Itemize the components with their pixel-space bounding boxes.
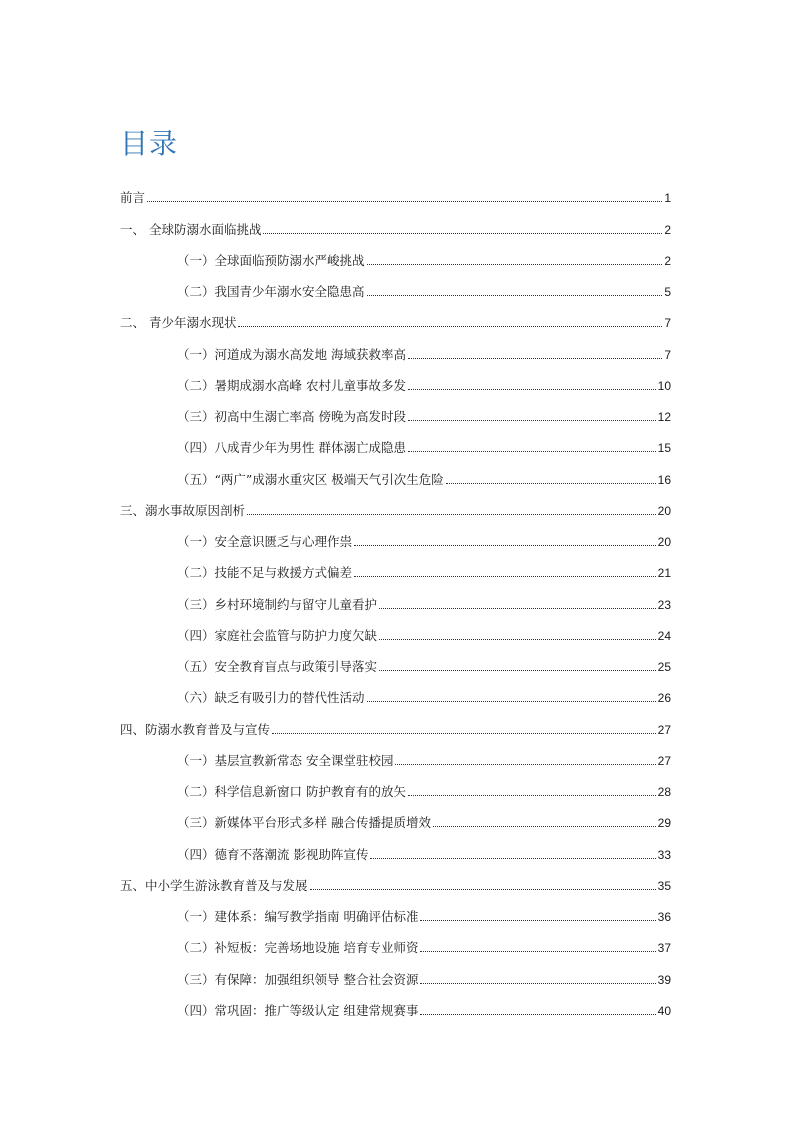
toc-entry[interactable] (120, 519, 671, 550)
toc-page-number: 35 (657, 878, 671, 893)
toc-entry-label: （五）安全教育盲点与政策引导落实 (177, 659, 378, 674)
toc-entry[interactable] (120, 894, 671, 925)
toc-page-number: 40 (657, 1003, 671, 1018)
toc-leader (247, 514, 656, 515)
toc-leader (433, 826, 656, 827)
toc-leader (379, 670, 656, 671)
toc-entry-label: （二）补短板：完善场地设施 培育专业师资 (177, 940, 419, 956)
toc-entry-label: （四）家庭社会监管与防护力度欠缺 (177, 627, 378, 643)
toc-entry[interactable] (120, 488, 671, 519)
toc-leader (420, 951, 655, 952)
toc-page-number: 7 (664, 316, 671, 331)
toc-page-number: 27 (657, 722, 671, 737)
toc-leader (420, 1014, 655, 1015)
toc-entry[interactable] (120, 206, 671, 237)
toc-entry[interactable] (120, 456, 671, 487)
toc-leader (408, 420, 656, 421)
toc-entry[interactable] (120, 956, 671, 987)
toc-entry-label: （六）缺乏有吸引力的替代性活动 (177, 690, 365, 706)
toc-page-number: 16 (657, 472, 671, 487)
toc-page-number: 1 (664, 191, 671, 206)
toc-page-number: 7 (664, 347, 671, 362)
toc-leader (263, 233, 662, 234)
toc-entry[interactable] (120, 613, 671, 644)
toc-page-number: 2 (664, 253, 671, 268)
toc-entry[interactable] (120, 550, 671, 581)
toc-page-number: 12 (657, 410, 671, 424)
toc-entry[interactable] (120, 394, 671, 425)
toc-page-number: 29 (657, 816, 671, 831)
toc-page-number: 5 (664, 285, 671, 299)
toc-entry-label: （三）乡村环境制约与留守儿童看护 (177, 596, 378, 612)
toc-entry[interactable] (120, 238, 671, 269)
toc-page-number: 28 (657, 785, 671, 799)
toc-entry-label: （四）德育不落潮流 影视助阵宣传 (177, 846, 369, 862)
toc-entry[interactable] (120, 581, 671, 612)
toc-leader (395, 764, 655, 765)
toc-page-number: 20 (657, 503, 671, 518)
toc-leader (379, 639, 656, 640)
toc-entry[interactable] (120, 831, 671, 862)
toc-entry[interactable] (120, 738, 671, 769)
toc-leader (379, 608, 656, 609)
toc-entry[interactable] (120, 175, 671, 206)
toc-leader (408, 451, 656, 452)
toc-entry-label: （五）“两广”成溺水重灾区 极端天气引次生危险 (177, 471, 444, 487)
toc-entry[interactable] (120, 331, 671, 362)
toc-page-number: 36 (657, 910, 671, 924)
toc-entry-label: （四）八成青少年为男性 群体溺亡成隐患 (177, 440, 406, 456)
toc-entry-label: （三）初高中生溺亡率高 傍晚为高发时段 (177, 409, 406, 424)
toc-page-number: 24 (657, 628, 671, 643)
toc-page-number: 21 (657, 566, 671, 581)
toc-entry[interactable] (120, 300, 671, 331)
toc-entry[interactable] (120, 675, 671, 706)
toc-leader (408, 389, 656, 390)
toc-entry[interactable] (120, 363, 671, 394)
toc-entry-label: 前言 (120, 190, 146, 206)
toc-page-number: 25 (657, 660, 671, 674)
toc-entry-label: （二）暑期成溺水高峰 农村儿童事故多发 (177, 377, 406, 393)
toc-page-number: 15 (657, 441, 671, 456)
toc-entry[interactable] (120, 863, 671, 894)
toc-leader (367, 701, 656, 702)
toc-page-number: 26 (657, 691, 671, 706)
toc-leader (446, 483, 656, 484)
toc-entry-label: （二）我国青少年溺水安全隐患高 (177, 284, 365, 299)
toc-leader (408, 358, 662, 359)
toc-entry-label: （二）科学信息新窗口 防护教育有的放矢 (177, 784, 406, 799)
toc-page-number: 33 (657, 847, 671, 862)
toc-entry[interactable] (120, 925, 671, 956)
toc-leader (310, 889, 656, 890)
toc-entry[interactable] (120, 269, 671, 300)
toc-entry-label: （三）有保障：加强组织领导 整合社会资源 (177, 971, 419, 987)
toc-leader (147, 201, 662, 202)
toc-entry-label: 三、溺水事故原因剖析 (120, 502, 246, 518)
toc-leader (367, 264, 663, 265)
toc-entry-label: 五、中小学生游泳教育普及与发展 (120, 877, 308, 893)
toc-entry[interactable] (120, 769, 671, 800)
toc-entry[interactable] (120, 706, 671, 737)
toc-entry-label: （三）新媒体平台形式多样 融合传播提质增效 (177, 815, 431, 831)
toc-entry-label: （一）安全意识匮乏与心理作祟 (177, 534, 353, 549)
toc-leader (272, 733, 656, 734)
toc-leader (354, 545, 656, 546)
toc-entry-label: （一）基层宣教新常态 安全课堂驻校园 (177, 752, 394, 768)
toc-entry-label: （二）技能不足与救援方式偏差 (177, 565, 353, 581)
toc-leader (238, 326, 662, 327)
toc-entry[interactable] (120, 644, 671, 675)
toc-entry[interactable] (120, 425, 671, 456)
page-title: 目录 (120, 127, 179, 160)
toc-page-number: 23 (657, 597, 671, 612)
toc-entry-label: （一）全球面临预防溺水严峻挑战 (177, 252, 365, 268)
toc-leader (370, 858, 655, 859)
toc-entry-label: 一、 全球防溺水面临挑战 (120, 221, 262, 237)
toc-page-number: 20 (657, 535, 671, 549)
toc-entry-label: 二、 青少年溺水现状 (120, 315, 237, 331)
toc-page-number: 39 (657, 972, 671, 987)
table-of-contents (120, 175, 671, 1019)
toc-page-number: 37 (657, 941, 671, 956)
toc-entry-label: （四）常巩固：推广等级认定 组建常规赛事 (177, 1002, 419, 1018)
toc-entry-label: （一）建体系：编写教学指南 明确评估标准 (177, 909, 419, 924)
toc-page-number: 10 (657, 378, 671, 393)
toc-entry[interactable] (120, 988, 671, 1019)
toc-entry[interactable] (120, 800, 671, 831)
toc-leader (420, 920, 655, 921)
toc-leader (354, 576, 656, 577)
toc-page-number: 2 (664, 222, 671, 237)
toc-leader (408, 795, 656, 796)
toc-entry-label: （一）河道成为溺水高发地 海域获救率高 (177, 346, 406, 362)
toc-entry-label: 四、防溺水教育普及与宣传 (120, 721, 271, 737)
toc-page-number: 27 (657, 753, 671, 768)
toc-leader (420, 983, 655, 984)
toc-leader (367, 295, 663, 296)
